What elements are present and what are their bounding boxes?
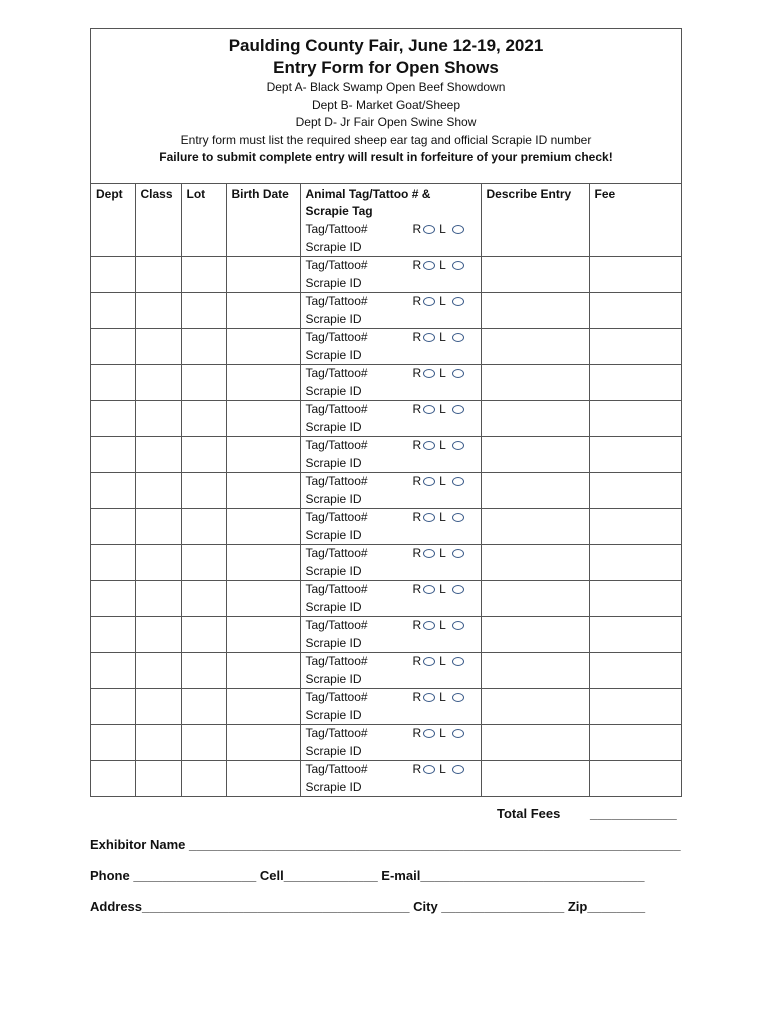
tag-label: Tag/Tattoo# [305,474,368,488]
left-label: L [439,582,446,596]
cell-animal-tag[interactable] [300,329,481,365]
cell-describe-entry[interactable] [481,725,589,761]
cell-dept[interactable] [91,761,135,797]
cell-fee[interactable] [589,293,681,329]
cell-animal-tag[interactable] [300,509,481,545]
right-radio-icon[interactable] [423,549,435,558]
cell-dept[interactable] [91,221,135,257]
tag-label: Tag/Tattoo# [305,618,368,632]
cell-dept[interactable] [91,365,135,401]
left-radio-icon[interactable] [452,225,464,234]
tag-label: Tag/Tattoo# [305,330,368,344]
cell-lot[interactable] [181,293,226,329]
cell-lot[interactable] [181,401,226,437]
cell-describe-entry[interactable] [481,329,589,365]
cell-birth-date[interactable] [226,545,300,581]
right-label: R [412,222,422,236]
cell-class[interactable] [135,653,181,689]
right-radio-icon[interactable] [423,657,435,666]
cell-birth-date[interactable] [226,761,300,797]
table-row [91,509,681,545]
left-radio-icon[interactable] [452,261,464,270]
cell-class[interactable] [135,761,181,797]
table-row [91,221,681,257]
left-label: L [439,330,446,344]
cell-lot[interactable] [181,761,226,797]
cell-animal-tag[interactable] [300,653,481,689]
right-label: R [412,690,422,704]
ear-side-options [413,545,468,563]
cell-lot[interactable] [181,653,226,689]
tag-label: Tag/Tattoo# [305,546,368,560]
left-radio-icon[interactable] [452,477,464,486]
cell-lot[interactable] [181,617,226,653]
right-radio-icon[interactable] [423,405,435,414]
form-title: Paulding County Fair, June 12-19, 2021 [228,36,544,55]
left-label: L [439,474,446,488]
cell-birth-date[interactable] [226,221,300,257]
cell-dept[interactable] [91,437,135,473]
cell-fee[interactable] [589,653,681,689]
cell-fee[interactable] [589,761,681,797]
right-radio-icon[interactable] [423,585,435,594]
cell-animal-tag[interactable] [300,617,481,653]
tag-label: Tag/Tattoo# [305,762,368,776]
right-radio-icon[interactable] [423,513,435,522]
cell-animal-tag[interactable] [300,401,481,437]
right-radio-icon[interactable] [423,765,435,774]
col-lot: Lot [181,184,226,221]
right-label: R [412,294,422,308]
cell-fee[interactable] [589,509,681,545]
left-radio-icon[interactable] [452,657,464,666]
table-row [91,401,681,437]
dept-b-text: Dept B- Market Goat/Sheep [311,97,461,112]
cell-fee[interactable] [589,401,681,437]
col-birth-date: Birth Date [226,184,300,221]
form-header [91,29,681,184]
left-label: L [439,690,446,704]
table-row [91,437,681,473]
cell-fee[interactable] [589,221,681,257]
ear-side-options [413,473,468,491]
cell-dept[interactable] [91,473,135,509]
scrapie-label: Scrapie ID [305,347,362,362]
tag-label: Tag/Tattoo# [305,366,368,380]
right-label: R [412,474,422,488]
cell-class[interactable] [135,329,181,365]
cell-animal-tag[interactable] [300,257,481,293]
entry-form [90,28,682,797]
cell-describe-entry[interactable] [481,509,589,545]
table-row [91,545,681,581]
scrapie-label: Scrapie ID [305,527,362,542]
cell-lot[interactable] [181,365,226,401]
scrapie-label: Scrapie ID [305,743,362,758]
cell-fee[interactable] [589,437,681,473]
cell-birth-date[interactable] [226,365,300,401]
ear-side-options [413,293,468,311]
form-subtitle: Entry Form for Open Shows [273,58,499,77]
exhibitor-name-field[interactable]: Exhibitor Name ____________________________________________________________________ [90,837,681,852]
tag-label: Tag/Tattoo# [305,726,368,740]
cell-birth-date[interactable] [226,617,300,653]
left-radio-icon[interactable] [452,513,464,522]
cell-class[interactable] [135,617,181,653]
tag-label: Tag/Tattoo# [305,402,368,416]
ear-side-options [413,509,468,527]
cell-describe-entry[interactable] [481,293,589,329]
cell-class[interactable] [135,257,181,293]
cell-lot[interactable] [181,509,226,545]
total-fees-field[interactable]: ____________ [590,806,677,821]
tag-label: Tag/Tattoo# [305,690,368,704]
left-radio-icon[interactable] [452,369,464,378]
cell-class[interactable] [135,689,181,725]
right-label: R [412,762,422,776]
scrapie-label: Scrapie ID [305,491,362,506]
cell-animal-tag[interactable] [300,293,481,329]
right-radio-icon[interactable] [423,477,435,486]
table-row [91,761,681,797]
table-row [91,293,681,329]
cell-describe-entry[interactable] [481,401,589,437]
address-fields[interactable]: Address_____________________________________ City _________________ Zip________ [90,899,646,914]
scrapie-label: Scrapie ID [305,779,362,794]
right-label: R [412,330,422,344]
cell-lot[interactable] [181,437,226,473]
left-label: L [439,222,446,236]
right-radio-icon[interactable] [423,729,435,738]
cell-class[interactable] [135,509,181,545]
cell-dept[interactable] [91,293,135,329]
left-label: L [439,762,446,776]
cell-animal-tag[interactable] [300,545,481,581]
cell-lot[interactable] [181,329,226,365]
cell-lot[interactable] [181,725,226,761]
cell-describe-entry[interactable] [481,473,589,509]
cell-dept[interactable] [91,509,135,545]
cell-describe-entry[interactable] [481,365,589,401]
cell-birth-date[interactable] [226,437,300,473]
table-row [91,581,681,617]
left-radio-icon[interactable] [452,585,464,594]
total-fees [497,806,677,821]
cell-animal-tag[interactable] [300,725,481,761]
cell-birth-date[interactable] [226,293,300,329]
cell-dept[interactable] [91,725,135,761]
col-fee: Fee [589,184,681,221]
cell-animal-tag[interactable] [300,581,481,617]
cell-dept[interactable] [91,257,135,293]
right-radio-icon[interactable] [423,621,435,630]
ear-side-options [413,401,468,419]
right-label: R [412,546,422,560]
left-radio-icon[interactable] [452,405,464,414]
cell-birth-date[interactable] [226,473,300,509]
cell-class[interactable] [135,221,181,257]
cell-birth-date[interactable] [226,653,300,689]
left-radio-icon[interactable] [452,729,464,738]
table-row [91,473,681,509]
cell-animal-tag[interactable] [300,437,481,473]
dept-d-text: Dept D- Jr Fair Open Swine Show [295,115,477,129]
cell-fee[interactable] [589,257,681,293]
left-radio-icon[interactable] [452,441,464,450]
ear-side-options [413,329,468,347]
cell-fee[interactable] [589,329,681,365]
tag-label: Tag/Tattoo# [305,258,368,272]
left-radio-icon[interactable] [452,297,464,306]
left-radio-icon[interactable] [452,549,464,558]
cell-birth-date[interactable] [226,725,300,761]
left-label: L [439,294,446,308]
left-radio-icon[interactable] [452,765,464,774]
tag-label: Tag/Tattoo# [305,222,368,236]
cell-describe-entry[interactable] [481,617,589,653]
table-row [91,653,681,689]
left-label: L [439,510,446,524]
cell-lot[interactable] [181,473,226,509]
cell-animal-tag[interactable] [300,761,481,797]
cell-fee[interactable] [589,689,681,725]
left-label: L [439,618,446,632]
scrapie-label: Scrapie ID [305,419,362,434]
cell-class[interactable] [135,545,181,581]
tag-label: Tag/Tattoo# [305,510,368,524]
ear-side-options [413,365,468,383]
tag-label: Tag/Tattoo# [305,438,368,452]
cell-birth-date[interactable] [226,581,300,617]
table-header-row [91,184,681,221]
right-radio-icon[interactable] [423,369,435,378]
right-radio-icon[interactable] [423,441,435,450]
ear-side-options [413,581,468,599]
cell-dept[interactable] [91,653,135,689]
cell-birth-date[interactable] [226,401,300,437]
total-fees-label: Total Fees [497,806,561,821]
cell-fee[interactable] [589,365,681,401]
left-radio-icon[interactable] [452,693,464,702]
cell-describe-entry[interactable] [481,437,589,473]
cell-fee[interactable] [589,545,681,581]
cell-fee[interactable] [589,617,681,653]
right-label: R [412,510,422,524]
cell-birth-date[interactable] [226,509,300,545]
dept-a-text: Dept A- Black Swamp Open Beef Showdown [266,80,506,94]
left-label: L [439,546,446,560]
cell-lot[interactable] [181,689,226,725]
cell-birth-date[interactable] [226,329,300,365]
instruction-text: Entry form must list the required sheep ear tag and official Scrapie ID number [180,132,592,147]
right-label: R [412,438,422,452]
cell-describe-entry[interactable] [481,221,589,257]
col-describe-entry: Describe Entry [481,184,589,221]
scrapie-label: Scrapie ID [305,239,362,254]
left-radio-icon[interactable] [452,333,464,342]
scrapie-label: Scrapie ID [305,707,362,722]
cell-dept[interactable] [91,545,135,581]
scrapie-label: Scrapie ID [305,383,362,398]
cell-describe-entry[interactable] [481,581,589,617]
cell-birth-date[interactable] [226,689,300,725]
cell-class[interactable] [135,473,181,509]
cell-fee[interactable] [589,473,681,509]
cell-class[interactable] [135,401,181,437]
cell-birth-date[interactable] [226,257,300,293]
left-label: L [439,726,446,740]
cell-dept[interactable] [91,401,135,437]
ear-side-options [413,437,468,455]
cell-class[interactable] [135,725,181,761]
cell-dept[interactable] [91,689,135,725]
ear-side-options [413,725,468,743]
scrapie-label: Scrapie ID [305,563,362,578]
left-label: L [439,438,446,452]
cell-class[interactable] [135,581,181,617]
cell-describe-entry[interactable] [481,689,589,725]
scrapie-label: Scrapie ID [305,635,362,650]
table-row [91,617,681,653]
tag-label: Tag/Tattoo# [305,582,368,596]
cell-animal-tag[interactable] [300,473,481,509]
col-class: Class [135,184,181,221]
col-dept: Dept [91,184,135,221]
right-label: R [412,582,422,596]
ear-side-options [413,689,468,707]
cell-class[interactable] [135,365,181,401]
right-label: R [412,654,422,668]
scrapie-label: Scrapie ID [305,455,362,470]
right-radio-icon[interactable] [423,225,435,234]
ear-side-options [413,221,468,239]
col-animal-tag: Animal Tag/Tattoo # & Scrapie Tag [300,184,481,221]
right-radio-icon[interactable] [423,297,435,306]
entry-rows [91,221,681,796]
cell-dept[interactable] [91,617,135,653]
tag-label: Tag/Tattoo# [305,294,368,308]
table-row [91,257,681,293]
scrapie-label: Scrapie ID [305,275,362,290]
cell-dept[interactable] [91,581,135,617]
scrapie-label: Scrapie ID [305,311,362,326]
cell-class[interactable] [135,437,181,473]
cell-animal-tag[interactable] [300,365,481,401]
tag-label: Tag/Tattoo# [305,654,368,668]
cell-describe-entry[interactable] [481,761,589,797]
right-label: R [412,618,422,632]
right-label: R [412,258,422,272]
ear-side-options [413,257,468,275]
cell-lot[interactable] [181,545,226,581]
cell-animal-tag[interactable] [300,221,481,257]
cell-describe-entry[interactable] [481,545,589,581]
ear-side-options [413,761,468,779]
table-row [91,329,681,365]
ear-side-options [413,617,468,635]
entry-table [91,184,681,796]
cell-fee[interactable] [589,581,681,617]
scrapie-label: Scrapie ID [305,599,362,614]
scrapie-label: Scrapie ID [305,671,362,686]
right-radio-icon[interactable] [423,261,435,270]
right-label: R [412,726,422,740]
left-label: L [439,366,446,380]
cell-dept[interactable] [91,329,135,365]
right-label: R [412,402,422,416]
left-label: L [439,654,446,668]
warning-text: Failure to submit complete entry will result in forfeiture of your premium check! [159,150,613,164]
right-radio-icon[interactable] [423,693,435,702]
cell-animal-tag[interactable] [300,689,481,725]
table-row [91,689,681,725]
cell-describe-entry[interactable] [481,257,589,293]
right-label: R [412,366,422,380]
left-label: L [439,402,446,416]
left-label: L [439,258,446,272]
ear-side-options [413,653,468,671]
cell-lot[interactable] [181,581,226,617]
right-radio-icon[interactable] [423,333,435,342]
cell-lot[interactable] [181,257,226,293]
cell-class[interactable] [135,293,181,329]
cell-describe-entry[interactable] [481,653,589,689]
contact-fields[interactable]: Phone _________________ Cell_____________ E-mail_______________________________ [90,868,645,883]
left-radio-icon[interactable] [452,621,464,630]
cell-fee[interactable] [589,725,681,761]
table-row [91,365,681,401]
table-row [91,725,681,761]
cell-lot[interactable] [181,221,226,257]
